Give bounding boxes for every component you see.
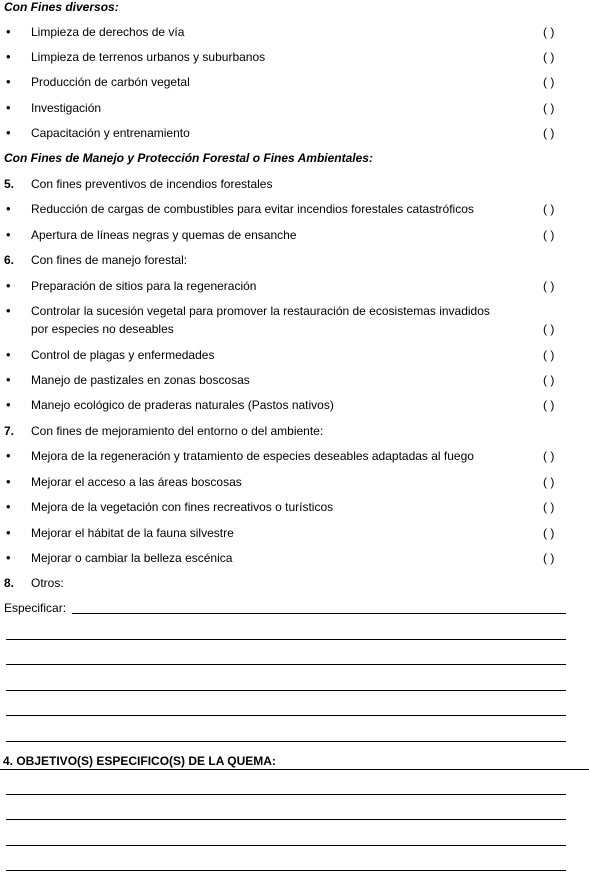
option-label: Limpieza de derechos de vía — [31, 25, 185, 39]
bullet-icon: • — [6, 201, 11, 216]
bullet-icon: • — [6, 49, 11, 64]
specify-line[interactable] — [6, 664, 566, 665]
bullet-icon: • — [6, 550, 11, 565]
option-label: Controlar la sucesión vegetal para promover la restauración de ecosistemas invadidos — [31, 304, 490, 318]
option-label: Mejorar el acceso a las áreas boscosas — [31, 475, 242, 489]
option-checkbox[interactable]: ( ) — [543, 475, 555, 489]
option-checkbox[interactable]: ( ) — [543, 526, 555, 540]
option-checkbox[interactable]: ( ) — [543, 228, 555, 242]
option-label: Limpieza de terrenos urbanos y suburbanos — [31, 50, 266, 64]
option-label: Producción de carbón vegetal — [31, 75, 190, 89]
section-4-title: 4. OBJETIVO(S) ESPECIFICO(S) DE LA QUEMA: — [3, 754, 276, 768]
numbered-item-label: Con fines preventivos de incendios forestales — [31, 177, 273, 191]
bullet-icon: • — [6, 125, 11, 140]
bullet-icon: • — [6, 397, 11, 412]
option-checkbox[interactable]: ( ) — [543, 25, 555, 39]
item-number: 6. — [4, 253, 15, 267]
option-checkbox[interactable]: ( ) — [543, 75, 555, 89]
option-label: Reducción de cargas de combustibles para evitar incendios forestales catastróficos — [31, 202, 474, 216]
option-label: Mejorar el hábitat de la fauna silvestre — [31, 526, 234, 540]
option-checkbox[interactable]: ( ) — [543, 126, 555, 140]
specify-input-line[interactable] — [72, 613, 566, 614]
option-checkbox[interactable]: ( ) — [543, 322, 555, 336]
option-checkbox[interactable]: ( ) — [543, 373, 555, 387]
bullet-icon: • — [6, 24, 11, 39]
bullet-icon: • — [6, 74, 11, 89]
bullet-icon: • — [6, 100, 11, 115]
option-label-continued: por especies no deseables — [31, 322, 174, 336]
bullet-icon: • — [6, 278, 11, 293]
objective-line[interactable] — [6, 845, 566, 846]
section-4-rule — [0, 769, 589, 770]
section-heading: Con Fines diversos: — [4, 0, 119, 14]
option-label: Apertura de líneas negras y quemas de ensanche — [31, 228, 297, 242]
option-checkbox[interactable]: ( ) — [543, 101, 555, 115]
bullet-icon: • — [6, 474, 11, 489]
option-checkbox[interactable]: ( ) — [543, 500, 555, 514]
option-label: Mejora de la regeneración y tratamiento de especies deseables adaptadas al fuego — [31, 449, 474, 463]
item-number: 8. — [4, 576, 15, 590]
option-label: Preparación de sitios para la regeneración — [31, 279, 257, 293]
specify-line[interactable] — [6, 715, 566, 716]
option-label: Investigación — [31, 101, 102, 115]
numbered-item-label: Con fines de mejoramiento del entorno o del ambiente: — [31, 424, 324, 438]
objective-line[interactable] — [6, 870, 566, 871]
specify-line[interactable] — [6, 741, 566, 742]
item-number: 7. — [4, 424, 15, 438]
option-checkbox[interactable]: ( ) — [543, 50, 555, 64]
option-checkbox[interactable]: ( ) — [543, 279, 555, 293]
bullet-icon: • — [6, 347, 11, 362]
specify-line[interactable] — [6, 639, 566, 640]
option-checkbox[interactable]: ( ) — [543, 398, 555, 412]
objective-line[interactable] — [6, 819, 566, 820]
option-label: Manejo ecológico de praderas naturales (Pastos nativos) — [31, 398, 334, 412]
option-checkbox[interactable]: ( ) — [543, 202, 555, 216]
option-label: Mejora de la vegetación con fines recreativos o turísticos — [31, 500, 334, 514]
option-checkbox[interactable]: ( ) — [543, 551, 555, 565]
option-label: Capacitación y entrenamiento — [31, 126, 190, 140]
bullet-icon: • — [6, 448, 11, 463]
item-number: 5. — [4, 177, 15, 191]
bullet-icon: • — [6, 525, 11, 540]
numbered-item-label: Otros: — [31, 576, 64, 590]
bullet-icon: • — [6, 372, 11, 387]
option-checkbox[interactable]: ( ) — [543, 449, 555, 463]
bullet-icon: • — [6, 499, 11, 514]
option-label: Mejorar o cambiar la belleza escénica — [31, 551, 233, 565]
section-heading: Con Fines de Manejo y Protección Forestal o Fines Ambientales: — [4, 151, 373, 165]
bullet-icon: • — [6, 227, 11, 242]
numbered-item-label: Con fines de manejo forestal: — [31, 253, 188, 267]
specify-line[interactable] — [6, 690, 566, 691]
specify-label: Especificar: — [4, 601, 67, 615]
bullet-icon: • — [6, 303, 11, 318]
option-label: Control de plagas y enfermedades — [31, 348, 215, 362]
objective-line[interactable] — [6, 794, 566, 795]
option-checkbox[interactable]: ( ) — [543, 348, 555, 362]
option-label: Manejo de pastizales en zonas boscosas — [31, 373, 250, 387]
